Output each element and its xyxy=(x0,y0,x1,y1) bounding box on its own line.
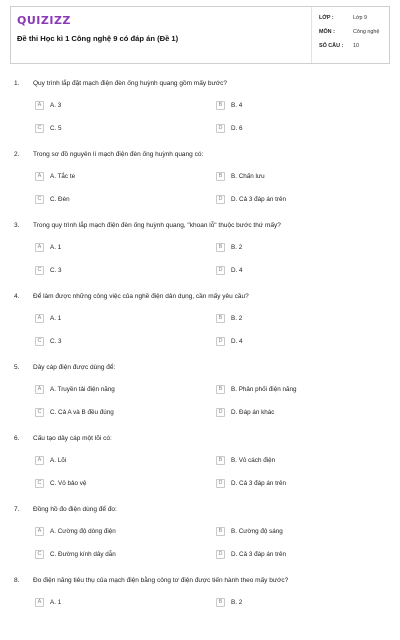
answer-option[interactable] xyxy=(216,597,242,607)
option-letter-box: A xyxy=(35,101,44,110)
answer-option[interactable] xyxy=(35,336,62,346)
answer-option[interactable] xyxy=(216,100,242,110)
option-label: A. 1 xyxy=(50,243,62,251)
answer-option[interactable] xyxy=(216,171,265,181)
option-letter-box: D xyxy=(216,479,225,488)
question-number: 3. xyxy=(14,222,20,229)
question-number: 7. xyxy=(14,506,20,513)
option-label: A. Cường độ dòng điện xyxy=(50,527,116,535)
option-label: C. Vỏ bảo vệ xyxy=(50,479,87,487)
answer-option[interactable] xyxy=(35,123,62,133)
worksheet-header xyxy=(10,6,390,64)
question-item xyxy=(0,214,400,285)
option-letter-box: B xyxy=(216,527,225,536)
question-number: 4. xyxy=(14,293,20,300)
option-label: D. 4 xyxy=(231,337,243,345)
option-letter-box: B xyxy=(216,243,225,252)
meta-key: MÔN : xyxy=(319,29,335,35)
answer-option[interactable] xyxy=(35,526,116,536)
question-item xyxy=(0,356,400,427)
option-letter-box: A xyxy=(35,243,44,252)
question-item xyxy=(0,72,400,143)
answer-option[interactable] xyxy=(216,242,242,252)
question-text: Cấu tạo dây cáp một lõi có: xyxy=(33,435,112,442)
meta-value: 10 xyxy=(353,43,359,49)
option-letter-box: B xyxy=(216,172,225,181)
answer-option[interactable] xyxy=(35,549,116,559)
option-letter-box: A xyxy=(35,527,44,536)
option-label: B. 2 xyxy=(231,243,243,251)
option-label: C. Cả A và B đều đúng xyxy=(50,408,114,416)
option-label: A. 1 xyxy=(50,598,62,606)
option-letter-box: C xyxy=(35,408,44,417)
question-number: 5. xyxy=(14,364,20,371)
question-text: Đo điện năng tiêu thụ của mạch điện bằng công tơ điện được tiến hành theo mấy bước? xyxy=(33,577,289,584)
question-text: Trong sơ đồ nguyên lí mạch điện đèn ống huỳnh quang có: xyxy=(33,151,204,158)
option-label: B. Vỏ cách điện xyxy=(231,456,276,464)
answer-option[interactable] xyxy=(216,526,283,536)
answer-option[interactable] xyxy=(35,407,114,417)
option-label: A. Truyền tải điện năng xyxy=(50,385,115,393)
option-letter-box: C xyxy=(35,124,44,133)
meta-row-subject xyxy=(319,29,379,43)
option-label: C. 3 xyxy=(50,337,62,345)
meta-value: Lớp 9 xyxy=(353,15,368,21)
option-letter-box: C xyxy=(35,195,44,204)
option-label: B. 4 xyxy=(231,101,243,109)
meta-value: Công nghệ xyxy=(353,29,380,35)
option-label: B. 2 xyxy=(231,598,243,606)
option-letter-box: C xyxy=(35,550,44,559)
answer-option[interactable] xyxy=(35,242,61,252)
option-label: D. Cả 3 đáp án trên xyxy=(231,195,286,203)
meta-key: LỚP : xyxy=(319,15,334,21)
meta-row-class xyxy=(319,15,379,29)
option-letter-box: C xyxy=(35,337,44,346)
option-label: C. 3 xyxy=(50,266,62,274)
question-number: 1. xyxy=(14,80,20,87)
question-item xyxy=(0,498,400,569)
option-letter-box: B xyxy=(216,598,225,607)
question-text: Dây cáp điện được dùng để: xyxy=(33,364,116,371)
question-item xyxy=(0,427,400,498)
option-label: D. Cả 3 đáp án trên xyxy=(231,479,286,487)
option-label: D. 6 xyxy=(231,124,243,132)
option-label: D. Đáp án khác xyxy=(231,408,275,416)
question-item xyxy=(0,569,400,640)
question-item xyxy=(0,143,400,214)
meta-row-count xyxy=(319,43,379,57)
answer-option[interactable] xyxy=(35,384,115,394)
option-label: C. 5 xyxy=(50,124,62,132)
question-text: Đồng hồ đo điện dùng để đo: xyxy=(33,506,117,513)
option-label: D. Cả 3 đáp án trên xyxy=(231,550,286,558)
option-letter-box: D xyxy=(216,266,225,275)
question-text: Quy trình lắp đặt mạch điện đèn ống huỳnh quang gồm mấy bước? xyxy=(33,80,227,87)
option-letter-box: D xyxy=(216,408,225,417)
question-text: Trong quy trình lắp mạch điện đèn ống huỳnh quang, "khoan lỗ" thuộc bước thứ mấy? xyxy=(33,222,281,229)
page-title: Đề thi Học kì 1 Công nghệ 9 có đáp án (Đề 1) xyxy=(17,34,179,43)
option-label: A. Lõi xyxy=(50,456,67,464)
question-text: Để làm được những công việc của nghề điện dân dụng, cần mấy yêu cầu? xyxy=(33,293,249,300)
option-letter-box: A xyxy=(35,598,44,607)
option-label: B. 2 xyxy=(231,314,243,322)
answer-option[interactable] xyxy=(216,384,296,394)
answer-option[interactable] xyxy=(216,336,243,346)
option-letter-box: B xyxy=(216,456,225,465)
answer-option[interactable] xyxy=(35,194,70,204)
answer-option[interactable] xyxy=(35,100,61,110)
option-letter-box: B xyxy=(216,314,225,323)
option-letter-box: D xyxy=(216,124,225,133)
answer-option[interactable] xyxy=(35,478,86,488)
option-label: B. Chấn lưu xyxy=(231,172,265,180)
answer-option[interactable] xyxy=(216,455,275,465)
option-label: B. Cường độ sáng xyxy=(231,527,283,535)
option-letter-box: D xyxy=(216,195,225,204)
option-letter-box: C xyxy=(35,479,44,488)
answer-option[interactable] xyxy=(35,455,66,465)
answer-option[interactable] xyxy=(216,478,286,488)
option-label: B. Phân phối điện năng xyxy=(231,385,297,393)
option-label: C. Đèn xyxy=(50,195,70,203)
answer-option[interactable] xyxy=(216,194,286,204)
answer-option[interactable] xyxy=(216,549,286,559)
option-label: A. Tắc te xyxy=(50,172,76,180)
option-letter-box: D xyxy=(216,337,225,346)
question-list xyxy=(0,72,400,640)
answer-option[interactable] xyxy=(35,265,62,275)
option-label: A. 1 xyxy=(50,314,62,322)
option-letter-box: A xyxy=(35,385,44,394)
header-meta xyxy=(319,15,379,57)
quizizz-logo: QUIZIZZ xyxy=(17,14,71,27)
option-letter-box: D xyxy=(216,550,225,559)
question-item xyxy=(0,285,400,356)
meta-key: SỐ CÂU : xyxy=(319,43,344,49)
question-number: 8. xyxy=(14,577,20,584)
answer-option[interactable] xyxy=(216,123,243,133)
option-letter-box: A xyxy=(35,172,44,181)
option-letter-box: B xyxy=(216,385,225,394)
question-number: 2. xyxy=(14,151,20,158)
option-letter-box: C xyxy=(35,266,44,275)
option-letter-box: A xyxy=(35,456,44,465)
answer-option[interactable] xyxy=(216,407,274,417)
answer-option[interactable] xyxy=(35,597,61,607)
option-letter-box: B xyxy=(216,101,225,110)
answer-option[interactable] xyxy=(216,265,243,275)
header-divider xyxy=(311,7,312,63)
answer-option[interactable] xyxy=(35,171,75,181)
answer-option[interactable] xyxy=(216,313,242,323)
question-number: 6. xyxy=(14,435,20,442)
option-label: A. 3 xyxy=(50,101,62,109)
answer-option[interactable] xyxy=(35,313,61,323)
option-label: C. Đường kính dây dẫn xyxy=(50,550,116,558)
option-label: D. 4 xyxy=(231,266,243,274)
option-letter-box: A xyxy=(35,314,44,323)
